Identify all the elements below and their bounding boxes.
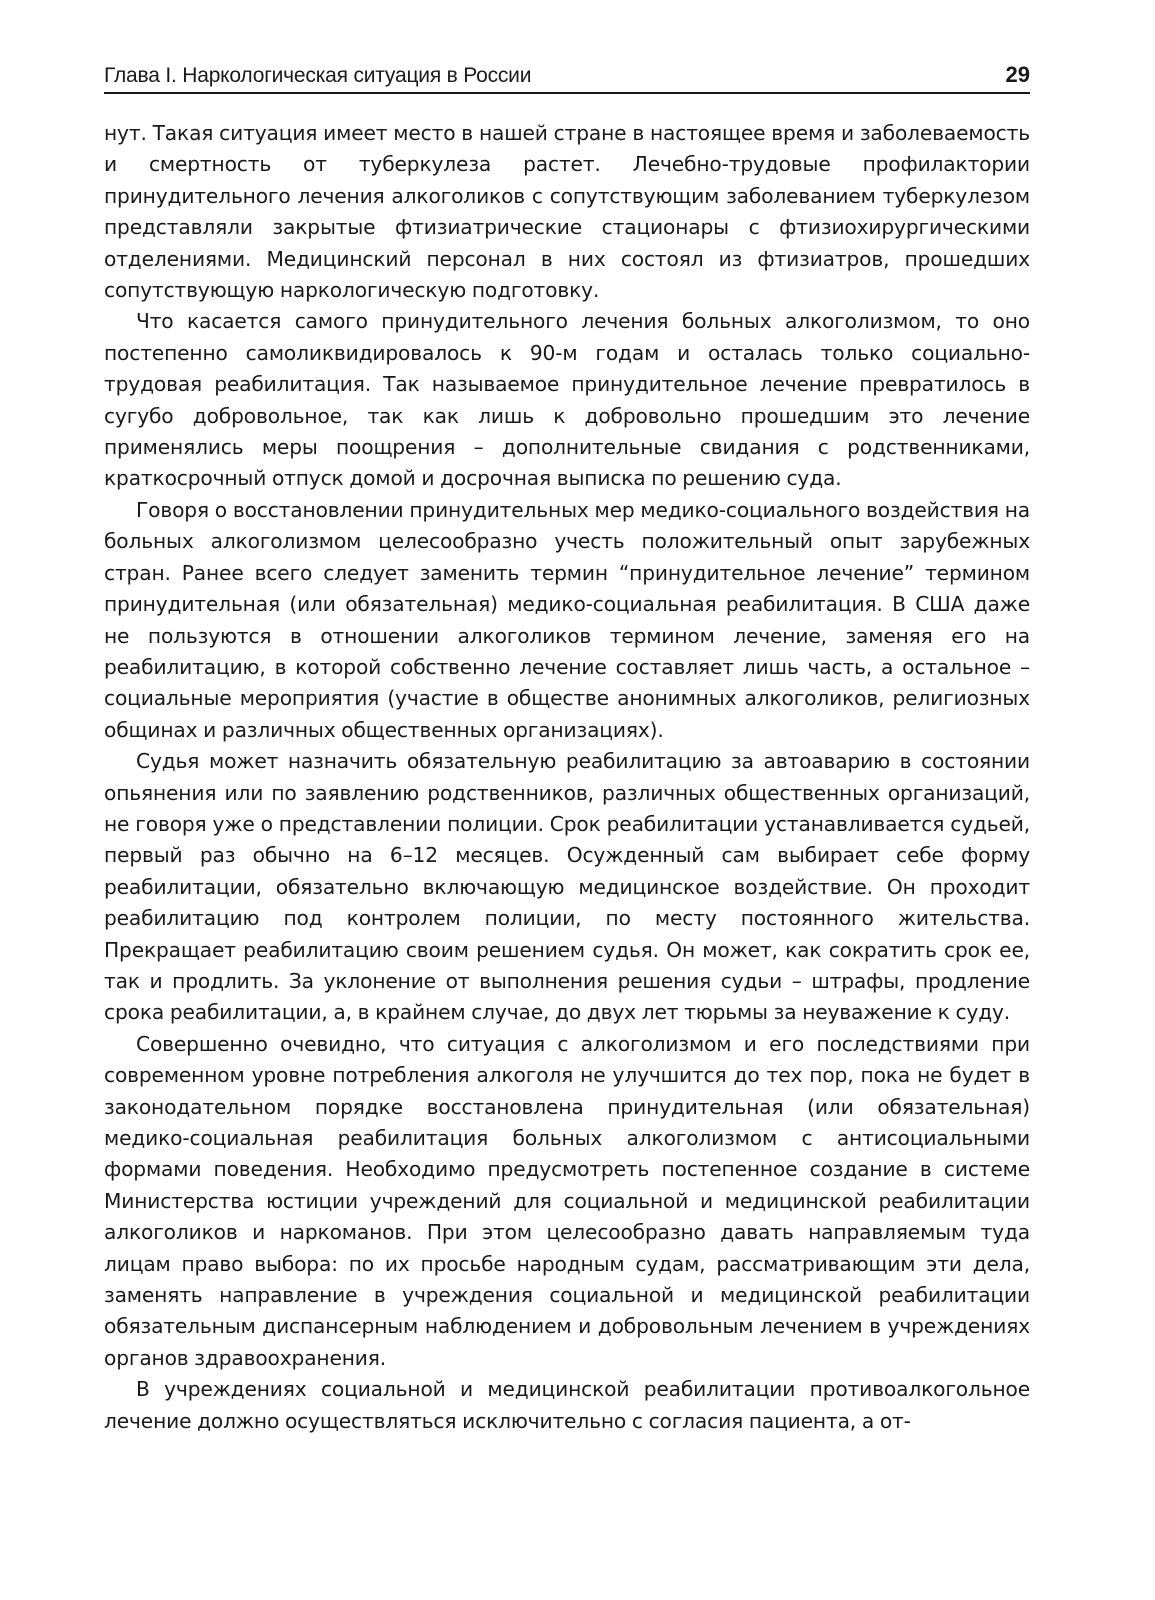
paragraph: Что касается самого принудительного лечения больных алкоголизмом, то оно постепенно самоликвидировалось к 90-м годам и осталась только социально-трудовая реабилитация. Так называемое принудительное лечение превратилось в сугубо добровольное, так как лишь к добровольно прошедшим это лечение применялись меры поощрения – дополнительные свидания с родственниками, краткосрочный отпуск домой и досрочная выписка по решению суда. [104,309,1030,491]
book-page [104,56,1030,1437]
paragraph: нут. Такая ситуация имеет место в нашей стране в настоящее время и заболеваемость и смертность от туберкулеза растет. Лечебно-трудовые профилактории принудительного лечения алкоголиков с сопутствующим заболеванием туберкулезом представляли закрытые фтизиатрические стационары с фтизиохирургическими отделениями. Медицинский персонал в них состоял из фтизиатров, прошедших сопутствующую наркологическую подготовку. [104,121,1030,303]
chapter-title: Глава I. Наркологическая ситуация в России [104,64,532,87]
paragraph: Совершенно очевидно, что ситуация с алкоголизмом и его последствиями при современном уровне потребления алкоголя не улучшится до тех пор, пока не будет в законодательном порядке восстановлена принудительная (или обязательная) медико-социальная реабилитация больных алкоголизмом с антисоциальными формами поведения. Необходимо предусмотреть постепенное создание в системе Министерства юстиции учреждений для социальной и медицинской реабилитации алкоголиков и наркоманов. При этом целесообразно давать направляемым туда лицам право выбора: по их просьбе народным судам, рассматривающим эти дела, заменять направление в учреждения социальной и медицинской реабилитации обязательным диспансерным наблюдением и добровольным лечением в учреждениях органов здравоохранения. [104,1031,1030,1370]
running-header [104,56,1030,94]
paragraph: В учреждениях социальной и медицинской реабилитации противоалкогольное лечение должно осуществляться исключительно с согласия пациента, а от- [104,1377,1030,1433]
body-text [104,118,1030,1437]
paragraph: Судья может назначить обязательную реабилитацию за автоаварию в состоянии опьянения или по заявлению родственников, различных общественных организаций, не говоря уже о представлении полиции. Срок реабилитации устанавливается судьей, первый раз обычно на 6–12 месяцев. Осужденный сам выбирает себе форму реабилитации, обязательно включающую медицинское воздействие. Он проходит реабилитацию под контролем полиции, по месту постоянного жительства. Прекращает реабилитацию своим решением судья. Он может, как сократить срок ее, так и продлить. За уклонение от выполнения решения судьи – штрафы, продление срока реабилитации, а, в крайнем случае, до двух лет тюрьмы за неуважение к суду. [104,749,1030,1025]
paragraph: Говоря о восстановлении принудительных мер медико-социального воздействия на больных алкоголизмом целесообразно учесть положительный опыт зарубежных стран. Ранее всего следует заменить термин “принудительное лечение” термином принудительная (или обязательная) медико-социальная реабилитация. В США даже не пользуются в отношении алкоголиков термином лечение, заменяя его на реабилитацию, в которой собственно лечение составляет лишь часть, а остальное – социальные мероприятия (участие в обществе анонимных алкоголиков, религиозных общинах и различных общественных организациях). [104,497,1030,742]
page-number: 29 [1005,62,1030,87]
